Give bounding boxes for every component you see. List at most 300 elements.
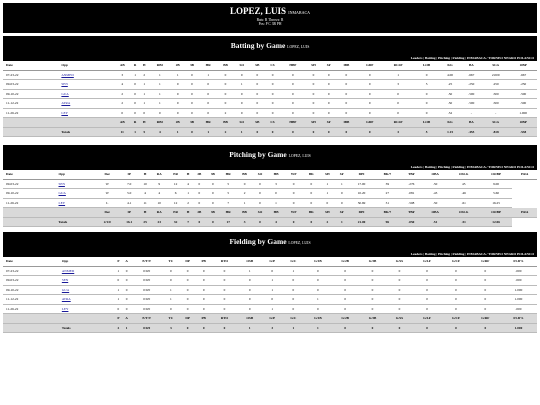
batting-stat-cell: 0: [322, 108, 336, 118]
pitching-stat-cell: 1: [268, 198, 285, 208]
batting-stat-cell: .250: [482, 80, 509, 90]
batting-stat-cell: 2: [217, 108, 233, 118]
fielding-stat-cell: 0: [237, 285, 262, 295]
pitching-stat-cell: 4: [139, 189, 151, 199]
pitching-stat-cell: 0: [268, 189, 285, 199]
batting-stat-cell: 1: [171, 70, 185, 80]
fielding-total-cell: 3: [262, 323, 282, 333]
fielding-total-cell: 1.000: [500, 323, 537, 333]
batting-title: Batting by Game: [230, 41, 286, 50]
fielding-total-cell: 3: [162, 323, 179, 333]
batting-column-header[interactable]: SLG: [482, 61, 509, 70]
opponent-cell: [58, 70, 113, 80]
pitching-footer-label: BB: [237, 208, 252, 218]
fielding-footer-label: FLD%: [500, 314, 537, 324]
pitching-title: Pitching by Game: [229, 150, 287, 159]
opponent-link[interactable]: GUA: [61, 287, 70, 292]
opponent-link[interactable]: SEN: [61, 82, 68, 87]
batting-stat-cell: 0: [336, 80, 357, 90]
batting-stat-cell: 0: [336, 108, 357, 118]
pitching-stat-cell: 0: [193, 198, 206, 208]
fielding-stat-cell: 0: [122, 285, 131, 295]
batting-footer-label: HR: [199, 118, 217, 128]
batting-stat-cell: 0: [199, 108, 217, 118]
pitching-footer-label: SF: [335, 208, 348, 218]
fielding-stat-cell: 0: [237, 276, 262, 286]
fielding-stat-cell: 1: [282, 266, 304, 276]
pitching-stat-cell: 0: [303, 189, 320, 199]
pitching-total-cell: 96: [375, 217, 401, 227]
batting-column-header[interactable]: SH: [305, 61, 321, 70]
pitching-stat-cell: 4: [151, 189, 168, 199]
opponent-link[interactable]: SEN: [58, 181, 65, 186]
pitching-footer-label: 3B: [206, 208, 219, 218]
batting-column-header[interactable]: KG: [439, 61, 460, 70]
pitching-total-cell: 21.00: [349, 217, 375, 227]
fielding-column-header[interactable]: RTO: [212, 257, 238, 266]
fielding-footer-label: A: [122, 314, 131, 324]
batting-stat-cell: 0: [265, 99, 281, 109]
batting-column-header[interactable]: BB: [217, 61, 233, 70]
batting-stat-cell: 0: [383, 89, 414, 99]
pitching-column-header[interactable]: WP: [284, 170, 303, 179]
fielding-footer-label: G/C: [282, 314, 304, 324]
opponent-link[interactable]: LEY: [58, 200, 66, 205]
batting-column-header[interactable]: H: [140, 61, 149, 70]
opponent-link[interactable]: GUA: [61, 91, 69, 96]
fielding-stat-cell: 0: [282, 276, 304, 286]
fielding-stat-cell: 1: [162, 285, 179, 295]
fielding-total-cell: 0: [441, 323, 470, 333]
fielding-stat-cell: 0: [471, 285, 500, 295]
pitching-column-header[interactable]: IP: [119, 170, 139, 179]
fielding-footer-label: G/P: [262, 314, 282, 324]
pitching-column-header[interactable]: Opp: [56, 170, 96, 179]
pitching-stat-cell: 1: [320, 189, 335, 199]
opponent-cell: [59, 276, 115, 286]
fielding-stat-cell: 0: [413, 304, 442, 314]
pitching-total-cell: Totals: [56, 217, 96, 227]
batting-total-cell: [3, 127, 58, 137]
pitching-total-cell: 2/1/0: [95, 217, 119, 227]
batting-stat-cell: 2: [140, 70, 149, 80]
fielding-column-header[interactable]: PB: [196, 257, 212, 266]
pitching-stat-cell: 1: [237, 198, 252, 208]
pitching-total-cell: 17: [220, 217, 237, 227]
batting-column-header[interactable]: Date: [3, 61, 58, 70]
batting-stat-cell: 0: [234, 99, 250, 109]
pitching-column-header[interactable]: SO: [252, 170, 267, 179]
fielding-stat-cell: 0: [179, 295, 195, 305]
pitching-stat-cell: 7: [220, 198, 237, 208]
batting-total-cell: 5: [140, 127, 149, 137]
pitching-stat-cell: 3: [268, 179, 285, 189]
pitching-footer-label: [56, 208, 96, 218]
pitching-stat-cell: 31: [375, 198, 401, 208]
game-date-cell: 11-26-22: [3, 304, 59, 314]
batting-column-header[interactable]: LOB: [414, 61, 440, 70]
batting-footer-label: HBP: [280, 118, 305, 128]
fielding-stat-cell: 0: [212, 304, 238, 314]
fielding-stat-cell: 0: [282, 295, 304, 305]
batting-footer-labels-row: [3, 118, 537, 128]
batting-footer-label: 2B: [171, 118, 185, 128]
fielding-stat-cell: 0: [441, 304, 470, 314]
fielding-stat-cell: 0: [179, 285, 195, 295]
batting-stat-cell: 0: [250, 89, 265, 99]
batting-stat-cell: 0: [280, 89, 305, 99]
game-date-cell: 11-26-22: [3, 198, 56, 208]
pitching-column-header[interactable]: BK: [303, 170, 320, 179]
batting-section: [3, 36, 537, 137]
pitching-column-header[interactable]: Date: [3, 170, 56, 179]
batting-stat-cell: 0: [336, 89, 357, 99]
fielding-total-cell: 0: [179, 323, 195, 333]
batting-column-header[interactable]: BA: [461, 61, 482, 70]
opponent-link[interactable]: ATRA: [61, 101, 71, 106]
batting-total-cell: 1: [131, 127, 140, 137]
batting-stat-cell: .500: [482, 99, 509, 109]
pitching-stat-cell: 0: [193, 189, 206, 199]
batting-stat-cell: 0: [265, 70, 281, 80]
batting-stat-cell: 0: [185, 70, 199, 80]
batting-column-header[interactable]: AB: [114, 61, 131, 70]
pitching-footer-label: RA: [151, 208, 168, 218]
pitching-column-header[interactable]: H: [139, 170, 151, 179]
fielding-stat-cell: 0: [471, 276, 500, 286]
pitching-header-row: [3, 170, 537, 179]
fielding-stat-cell: .000: [500, 304, 537, 314]
fielding-column-header[interactable]: DP: [179, 257, 195, 266]
fielding-stat-cell: 0: [122, 276, 131, 286]
batting-footer-label: BB: [217, 118, 233, 128]
opponent-cell: [59, 304, 115, 314]
fielding-total-cell: 0: [471, 323, 500, 333]
batting-column-header[interactable]: CS: [265, 61, 281, 70]
pitching-column-header[interactable]: TBF: [400, 170, 422, 179]
batting-footer-label: CS: [265, 118, 281, 128]
opponent-link[interactable]: ANMED: [61, 268, 75, 273]
fielding-column-header[interactable]: G/3B: [359, 257, 386, 266]
pitching-column-header[interactable]: SH: [320, 170, 335, 179]
fielding-footer-label: OSB: [237, 314, 262, 324]
batting-column-header[interactable]: OBP: [509, 61, 537, 70]
batting-stat-cell: 4.00: [439, 70, 460, 80]
pitching-column-header[interactable]: ERA: [512, 170, 537, 179]
pitching-stat-cell: 0: [284, 198, 303, 208]
batting-stat-cell: .52: [439, 108, 460, 118]
pitching-column-header[interactable]: ER: [168, 170, 184, 179]
opponent-link[interactable]: ATRA: [61, 297, 71, 302]
pitching-stat-cell: .43: [423, 189, 448, 199]
fielding-column-header[interactable]: OSB: [237, 257, 262, 266]
batting-stat-cell: 0: [250, 80, 265, 90]
pitching-stat-cell: 6: [168, 189, 184, 199]
pitching-column-header[interactable]: SF: [335, 170, 348, 179]
pitching-footer-label: H: [184, 208, 193, 218]
batting-stat-cell: 1: [140, 89, 149, 99]
batting-stat-cell: 0: [131, 108, 140, 118]
fielding-column-header[interactable]: G/RF: [471, 257, 500, 266]
batting-stat-cell: 0: [234, 108, 250, 118]
batting-total-cell: 3: [383, 127, 414, 137]
pitching-column-header[interactable]: HR: [220, 170, 237, 179]
batting-stat-cell: 0: [185, 89, 199, 99]
fielding-stat-cell: 1: [162, 295, 179, 305]
pitching-title-sub: LOPEZ, LUIS: [288, 154, 311, 158]
fielding-column-header[interactable]: FLD%: [500, 257, 537, 266]
fielding-stat-cell: 0: [212, 285, 238, 295]
pitching-column-header[interactable]: OOBP: [480, 170, 513, 179]
pitching-stat-cell: 1: [184, 189, 193, 199]
fielding-stat-cell: 1.000: [500, 295, 537, 305]
player-bats-throws: Bats: R Throws: R: [256, 18, 284, 22]
opponent-link[interactable]: SEN: [61, 278, 69, 283]
fielding-stat-cell: 0: [162, 266, 179, 276]
pitching-total-cell: 2: [320, 217, 335, 227]
pitching-column-header[interactable]: 3B: [206, 170, 219, 179]
batting-column-header[interactable]: Opp: [58, 61, 113, 70]
fielding-stat-cell: 1: [262, 276, 282, 286]
fielding-column-header[interactable]: G/LF: [413, 257, 442, 266]
pitching-column-header[interactable]: BK/7: [375, 170, 401, 179]
fielding-stat-cell: 0: [413, 266, 442, 276]
pitching-stat-cell: 5: [220, 179, 237, 189]
batting-stat-cell: 0: [250, 99, 265, 109]
opponent-link[interactable]: LEY: [61, 306, 69, 311]
fielding-column-header[interactable]: TC: [162, 257, 179, 266]
batting-stat-cell: 0: [171, 108, 185, 118]
batting-total-cell: 0: [250, 127, 265, 137]
fielding-column-header[interactable]: G/C: [282, 257, 304, 266]
batting-totals-row: [3, 127, 537, 137]
fielding-footer-label: P: [115, 314, 123, 324]
fielding-stat-cell: 0: [282, 304, 304, 314]
batting-footer-label: OBP: [509, 118, 537, 128]
batting-stat-cell: .500: [461, 99, 482, 109]
fielding-column-header[interactable]: G/1B: [304, 257, 331, 266]
fielding-stat-cell: 0: [304, 266, 331, 276]
pitching-footer-label: BK: [303, 208, 320, 218]
batting-column-header[interactable]: RLSP: [383, 61, 414, 70]
pitching-column-header[interactable]: 2B: [193, 170, 206, 179]
pitching-totals-row: [3, 217, 537, 227]
batting-column-header[interactable]: 2B: [171, 61, 185, 70]
fielding-table-row: [3, 285, 537, 295]
fielding-column-header[interactable]: G/2B: [332, 257, 359, 266]
batting-footer-label: IBB: [336, 118, 357, 128]
fielding-stat-cell: 0: [304, 276, 331, 286]
batting-column-header[interactable]: RBI: [149, 61, 171, 70]
pitching-stat-cell: .50: [423, 198, 448, 208]
game-date-cell: 11-26-22: [3, 108, 58, 118]
batting-stat-cell: 0: [131, 99, 140, 109]
pitching-footer-label: [3, 208, 56, 218]
player-positions: Pos: P C 3B PH: [258, 22, 282, 27]
opponent-link[interactable]: GUA: [58, 191, 66, 196]
batting-stat-cell: 2: [114, 99, 131, 109]
pitching-stat-cell: 0: [303, 179, 320, 189]
pitching-footer-label: HR: [220, 208, 237, 218]
batting-stat-cell: 2.000: [482, 70, 509, 80]
batting-title-sub: LOPEZ, LUIS: [287, 45, 310, 49]
pitching-footer-label: OSLG: [448, 208, 480, 218]
batting-column-header[interactable]: SF: [322, 61, 336, 70]
batting-stat-cell: 1: [140, 99, 149, 109]
pitching-column-header[interactable]: OSLG: [448, 170, 480, 179]
pitching-column-header[interactable]: H: [184, 170, 193, 179]
pitching-stat-cell: 0: [284, 179, 303, 189]
pitching-stat-cell: 0: [206, 179, 219, 189]
fielding-stat-cell: 1: [115, 295, 123, 305]
fielding-stat-cell: 0: [196, 266, 212, 276]
batting-stat-cell: 0: [217, 70, 233, 80]
pitching-stat-cell: 9.00: [480, 179, 513, 189]
opponent-cell: [59, 295, 115, 305]
pitching-footer-label: OBA: [423, 208, 448, 218]
batting-footer-label: RLSP: [383, 118, 414, 128]
fielding-column-header[interactable]: E/T/T: [131, 257, 162, 266]
pitching-footer-label: Dec: [95, 208, 119, 218]
batting-stat-cell: 0: [305, 99, 321, 109]
pitching-stat-cell: .61: [448, 198, 480, 208]
pitching-stat-cell: 7.0: [119, 179, 139, 189]
opponent-cell: [58, 80, 113, 90]
fielding-column-header[interactable]: G/CF: [441, 257, 470, 266]
games-bar: [3, 28, 537, 36]
batting-column-header[interactable]: IBB: [336, 61, 357, 70]
batting-stat-cell: 0: [357, 70, 383, 80]
pitching-stat-cell: 0: [206, 198, 219, 208]
batting-column-header[interactable]: 3B: [185, 61, 199, 70]
pitching-column-header[interactable]: BB: [237, 170, 252, 179]
opponent-cell: [58, 99, 113, 109]
pitching-total-cell: 0: [252, 217, 267, 227]
fielding-column-header[interactable]: G/SS: [386, 257, 413, 266]
batting-section-title: [3, 36, 537, 55]
fielding-title: Fielding by Game: [229, 237, 287, 246]
batting-stat-cell: 0: [265, 89, 281, 99]
fielding-stat-cell: 0: [122, 304, 131, 314]
pitching-stat-cell: .081: [400, 189, 422, 199]
batting-total-cell: 1.15: [439, 127, 460, 137]
pitching-stat-cell: 2: [184, 198, 193, 208]
fielding-column-header[interactable]: P: [115, 257, 123, 266]
batting-stat-cell: 0: [383, 108, 414, 118]
opponent-link[interactable]: ANMED: [61, 72, 74, 77]
pitching-column-header[interactable]: OBA: [423, 170, 448, 179]
pitching-column-header[interactable]: RA: [151, 170, 168, 179]
batting-column-header[interactable]: R: [131, 61, 140, 70]
fielding-stat-cell: 0/0/0: [131, 266, 162, 276]
fielding-stat-cell: 0: [413, 295, 442, 305]
batting-stat-cell: 3: [114, 70, 131, 80]
batting-column-header[interactable]: HBP: [280, 61, 305, 70]
fielding-column-header[interactable]: Opp: [59, 257, 115, 266]
pitching-total-cell: [3, 217, 56, 227]
pitching-stat-cell: 27: [375, 189, 401, 199]
batting-stat-cell: 0: [322, 99, 336, 109]
batting-total-cell: .455: [461, 127, 482, 137]
fielding-header-row: [3, 257, 537, 266]
pitching-table-row: [3, 179, 537, 189]
pitching-stat-cell: 45: [448, 179, 480, 189]
pitching-stat-cell: .50: [423, 179, 448, 189]
batting-column-header[interactable]: SB: [250, 61, 265, 70]
fielding-stat-cell: 0: [441, 276, 470, 286]
pitching-stat-cell: 50.69: [349, 198, 375, 208]
pitching-stat-cell: 0: [320, 198, 335, 208]
batting-stat-cell: 0: [280, 80, 305, 90]
fielding-stat-cell: 0: [122, 266, 131, 276]
fielding-total-cell: 0/0/0: [131, 323, 162, 333]
fielding-nav-links[interactable]: Leaders | Batting | Pitching | Fielding | INMABACA / TORNEO NEGRO POLANCO: [3, 251, 537, 257]
opponent-link[interactable]: LEY: [61, 110, 68, 115]
pitching-footer-label: BK/7: [375, 208, 401, 218]
batting-total-cell: 5: [414, 127, 440, 137]
games-dropdown-link[interactable]: Games ▾: [521, 30, 535, 34]
pitching-column-header[interactable]: DPI: [349, 170, 375, 179]
batting-stat-cell: 0: [383, 99, 414, 109]
pitching-total-cell: 25: [139, 217, 151, 227]
pitching-footer-label: TBF: [400, 208, 422, 218]
pitching-column-header[interactable]: Dec: [95, 170, 119, 179]
batting-stat-cell: 0: [305, 80, 321, 90]
batting-footer-label: LOB: [414, 118, 440, 128]
pitching-footer-label: ER: [168, 208, 184, 218]
batting-stat-cell: 0: [305, 108, 321, 118]
pitching-column-header[interactable]: HB: [268, 170, 285, 179]
batting-stat-cell: .500: [509, 89, 537, 99]
batting-footer-label: H: [140, 118, 149, 128]
opponent-cell: [56, 179, 96, 189]
fielding-column-header[interactable]: Date: [3, 257, 59, 266]
fielding-stat-cell: 0: [262, 266, 282, 276]
fielding-stat-cell: 0: [179, 304, 195, 314]
fielding-stat-cell: 0: [179, 266, 195, 276]
batting-total-cell: 0: [265, 127, 281, 137]
batting-stat-cell: -: [482, 108, 509, 118]
batting-stat-cell: 0: [265, 108, 281, 118]
batting-stat-cell: .667: [461, 70, 482, 80]
pitching-footer-label: OOBP: [480, 208, 513, 218]
fielding-column-header[interactable]: A: [122, 257, 131, 266]
batting-column-header[interactable]: HR: [199, 61, 217, 70]
batting-column-header[interactable]: GDP: [357, 61, 383, 70]
batting-nav-links[interactable]: Leaders | Batting | Pitching | Fielding | INMABACA / TORNEO NEGRO POLANCO: [3, 55, 537, 61]
fielding-stat-cell: 0: [332, 276, 359, 286]
batting-column-header[interactable]: SO: [234, 61, 250, 70]
fielding-stat-cell: 0: [115, 304, 123, 314]
batting-stat-cell: 0: [336, 70, 357, 80]
batting-total-cell: 0: [336, 127, 357, 137]
pitching-stat-cell: 1: [335, 179, 348, 189]
batting-footer-label: SLG: [482, 118, 509, 128]
fielding-stat-cell: 0: [332, 266, 359, 276]
batting-table-row: [3, 99, 537, 109]
game-date-cell: 09-10-22: [3, 189, 56, 199]
fielding-stat-cell: 0: [282, 285, 304, 295]
batting-header-row: [3, 61, 537, 70]
fielding-column-header[interactable]: G/P: [262, 257, 282, 266]
pitching-nav-links[interactable]: Leaders | Batting | Pitching | Fielding | INMABACA / TORNEO NEGRO POLANCO: [3, 164, 537, 170]
batting-stat-cell: 0: [199, 80, 217, 90]
pitching-stat-cell: L: [95, 198, 119, 208]
batting-stat-cell: .250: [461, 80, 482, 90]
fielding-stat-cell: 0: [179, 276, 195, 286]
fielding-stat-cell: 0: [441, 266, 470, 276]
pitching-total-cell: 4: [268, 217, 285, 227]
